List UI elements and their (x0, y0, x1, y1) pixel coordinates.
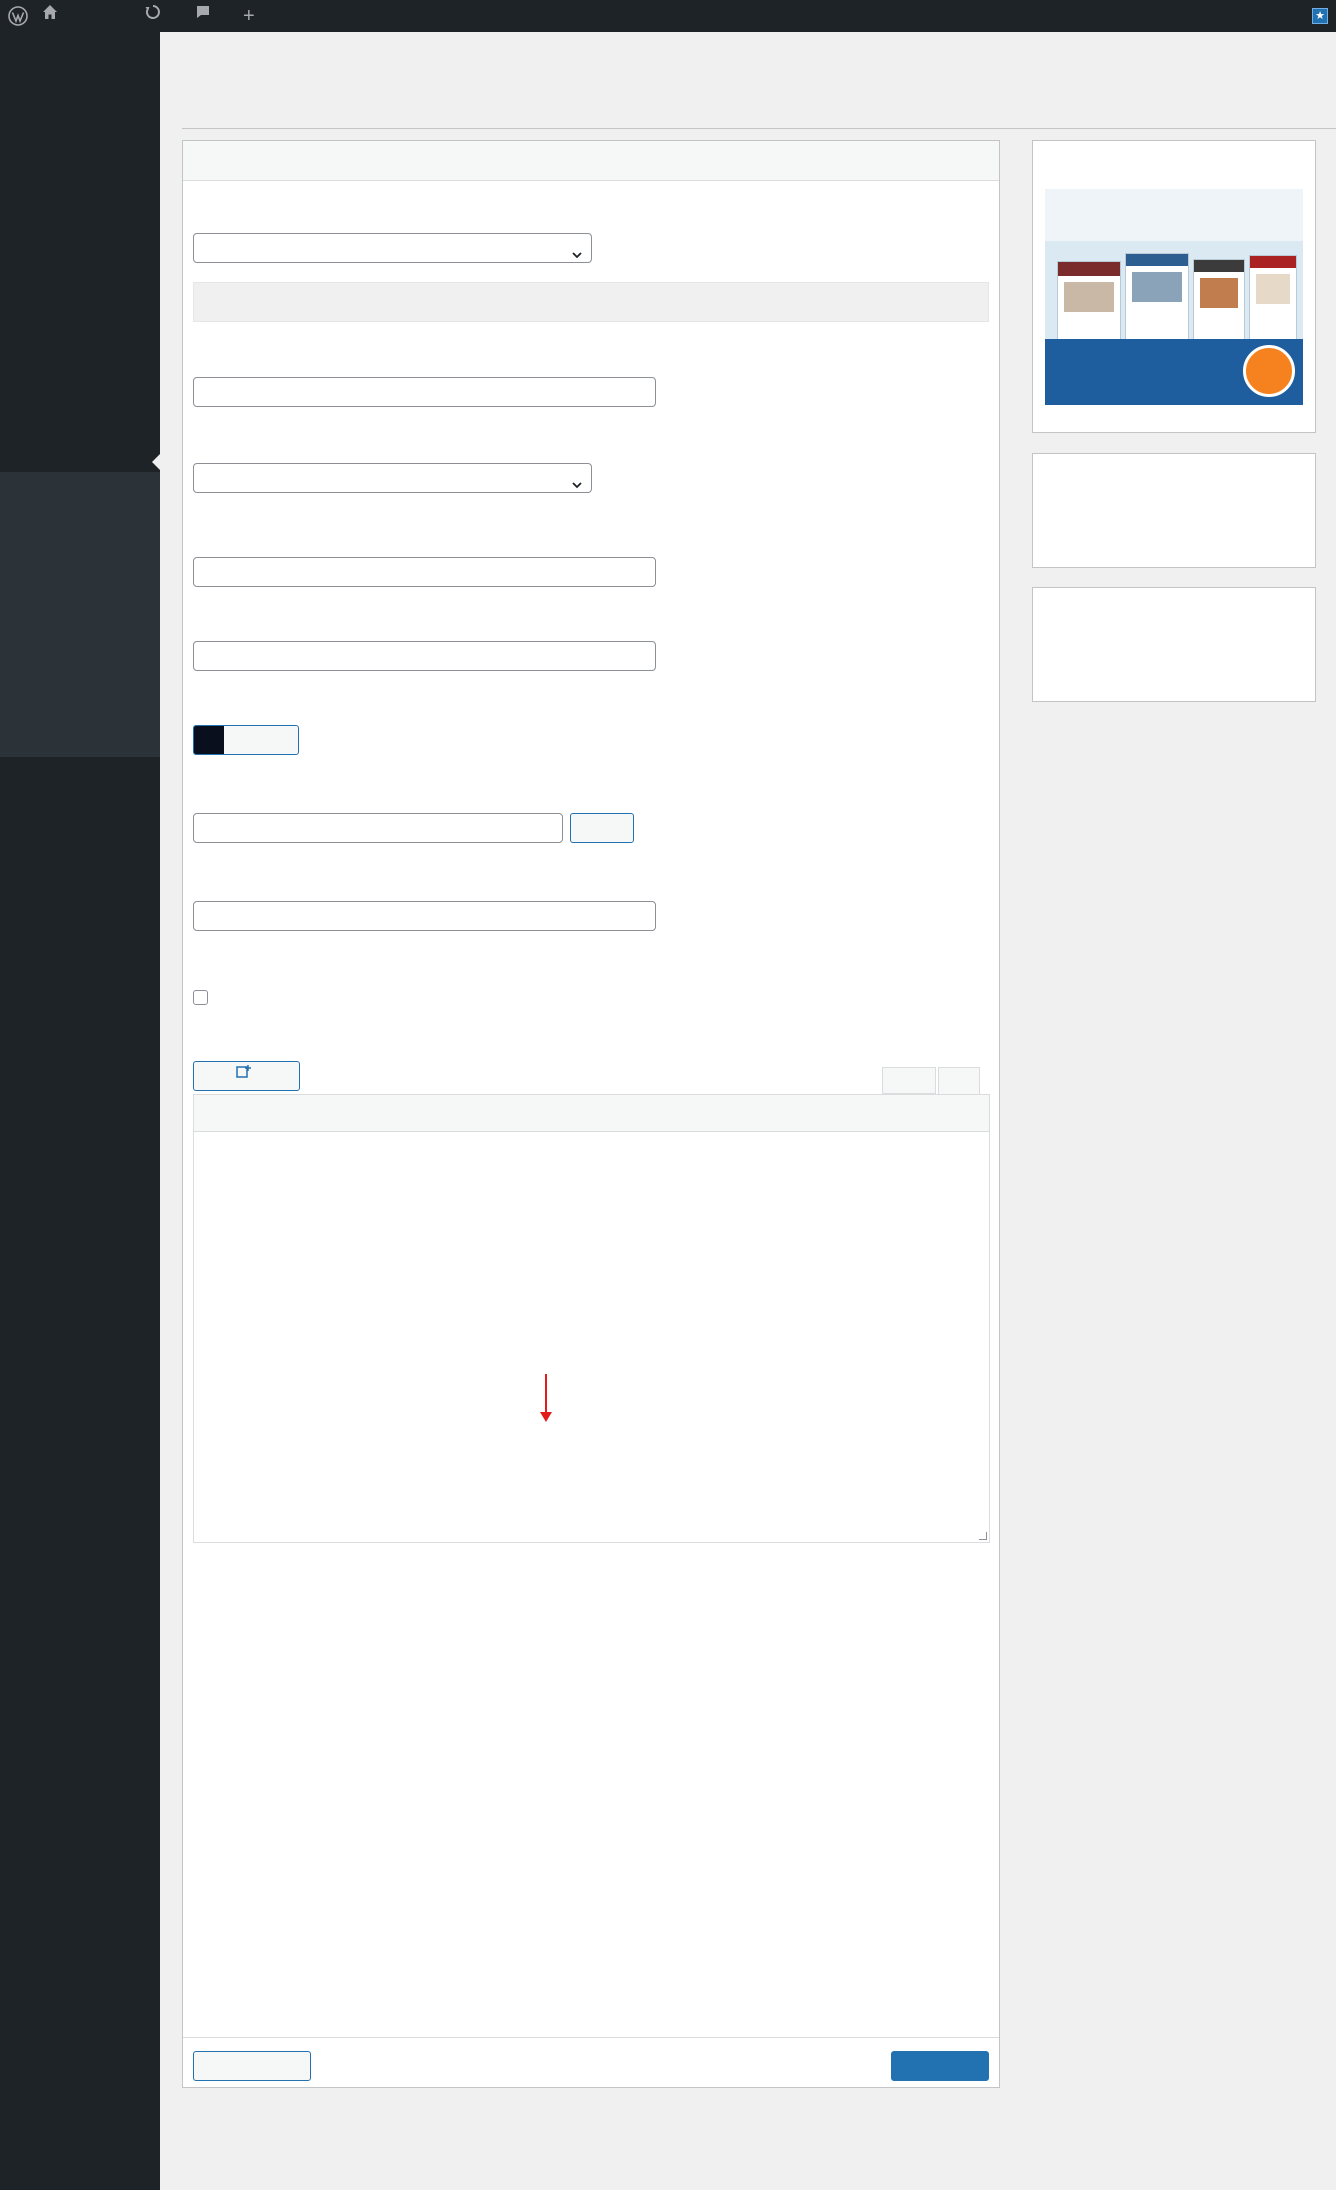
price-badge (1243, 345, 1295, 397)
container-class-input[interactable] (193, 377, 656, 407)
resize-handle[interactable] (979, 1532, 987, 1540)
our-themes-widget (1032, 140, 1316, 433)
comments-link[interactable] (195, 0, 217, 32)
wordpress-logo-icon[interactable] (8, 0, 28, 32)
home-icon (42, 0, 58, 32)
theme-preview-image (1125, 253, 1189, 341)
main-content (160, 32, 1336, 2190)
site-name-link[interactable] (42, 0, 64, 32)
plus-icon: + (243, 5, 255, 27)
add-media-icon (236, 1062, 252, 1090)
title-input[interactable] (193, 641, 656, 671)
updates-link[interactable] (145, 0, 167, 32)
forum-widget (1032, 453, 1316, 568)
content-textarea[interactable] (193, 1131, 990, 1543)
new-content-link[interactable] (243, 0, 261, 32)
active-menu-arrow (152, 454, 160, 470)
num-sections-select[interactable] (193, 233, 592, 263)
themes-banner[interactable] (1045, 189, 1303, 405)
animation-type-select[interactable] (193, 463, 592, 493)
footer-divider (183, 2037, 999, 2038)
theme-preview-image (1249, 255, 1297, 341)
save-options-button[interactable] (891, 2051, 989, 2081)
appearance-submenu (0, 472, 160, 757)
subtitle-input[interactable] (193, 557, 656, 587)
add-media-button[interactable] (193, 1061, 300, 1091)
comment-icon (195, 0, 211, 32)
updates-icon (145, 0, 161, 32)
chevron-down-icon (571, 243, 583, 271)
chevron-down-icon (571, 473, 583, 501)
admin-bar (0, 0, 1336, 32)
text-tab[interactable] (938, 1067, 980, 1095)
tab-underline (182, 128, 1336, 129)
color-picker-button[interactable] (193, 725, 299, 755)
theme-preview-image (1193, 259, 1245, 341)
documentation-widget (1032, 587, 1316, 702)
hide-section-checkbox[interactable] (193, 990, 208, 1005)
quicktags-toolbar (193, 1094, 990, 1132)
admin-sidebar (0, 32, 160, 2190)
color-swatch (194, 726, 224, 754)
starthemes-logo (1045, 189, 1303, 241)
section-1-header[interactable] (193, 282, 989, 322)
annotation-arrow-icon (539, 1374, 553, 1424)
panel-heading (183, 141, 999, 181)
upload-button[interactable] (570, 813, 634, 843)
restore-defaults-button[interactable] (193, 2051, 311, 2081)
css-class-input[interactable] (193, 901, 656, 931)
avatar[interactable]: ★ (1312, 8, 1328, 24)
sections-panel (182, 140, 1000, 2088)
theme-preview-image (1057, 261, 1121, 341)
bgimage-input[interactable] (193, 813, 563, 843)
visual-tab[interactable] (882, 1067, 936, 1094)
